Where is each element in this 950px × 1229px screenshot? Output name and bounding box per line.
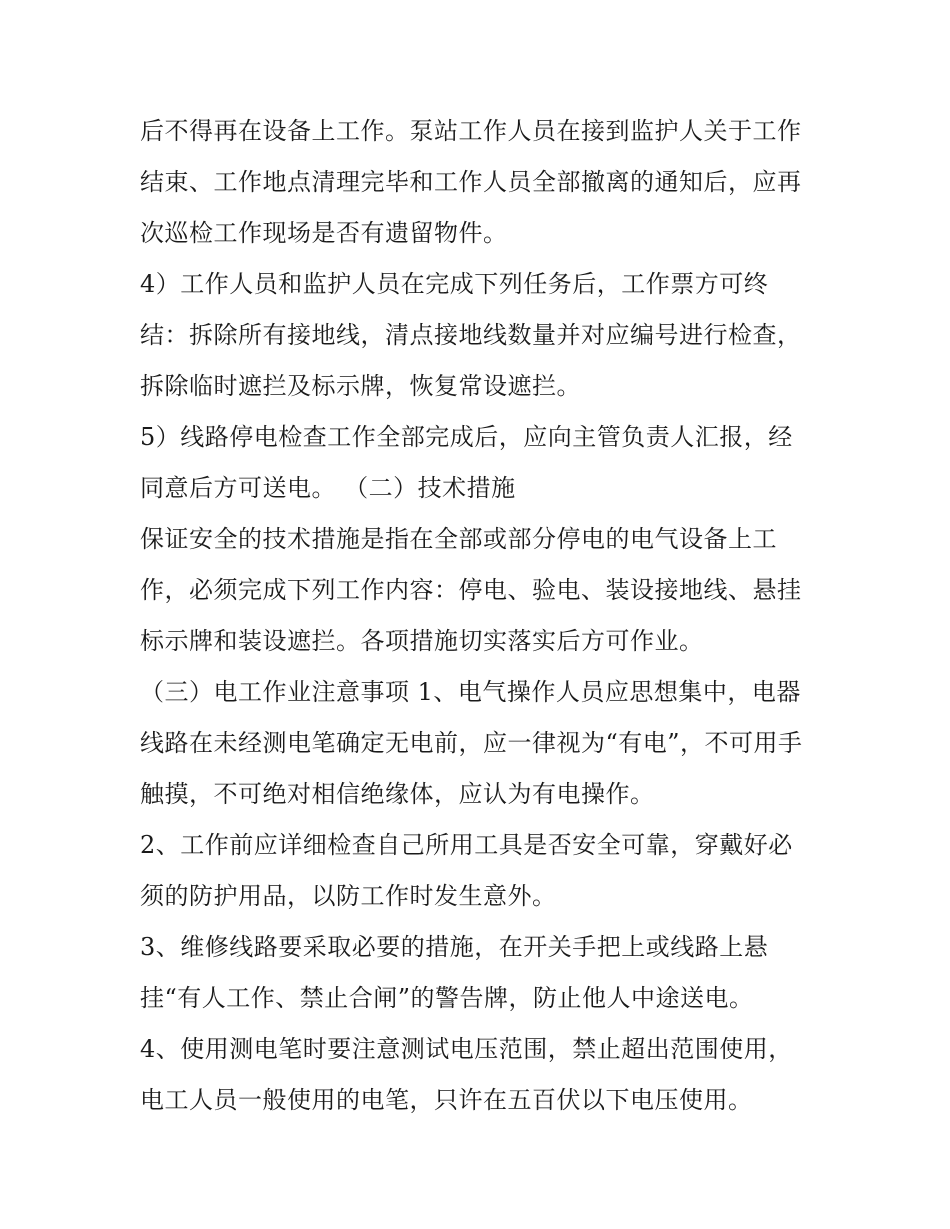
document-body <box>140 106 840 1126</box>
text-line: 4）工作人员和监护人员在完成下列任务后，工作票方可终 <box>140 270 769 298</box>
text-line: 后不得再在设备上工作。泵站工作人员在接到监护人关于工作 <box>140 117 802 145</box>
text-line: 电工人员一般使用的电笔，只许在五百伏以下电压使用。 <box>140 1086 753 1114</box>
text-line: 拆除临时遮拦及标示牌，恢复常设遮拦。 <box>140 372 581 400</box>
text-line: 4、使用测电笔时要注意测试电压范围，禁止超出范围使用， <box>140 1035 793 1063</box>
text-line: 保证安全的技术措施是指在全部或部分停电的电气设备上工 <box>140 525 777 553</box>
text-line: （三）电工作业注意事项 1、电气操作人员应思想集中，电器 <box>140 678 801 706</box>
text-line: 次巡检工作现场是否有遗留物件。 <box>140 219 508 247</box>
text-line: 结束、工作地点清理完毕和工作人员全部撤离的通知后，应再 <box>140 168 802 196</box>
text-line: 同意后方可送电。 （二）技术措施 <box>140 474 516 502</box>
text-line: 须的防护用品，以防工作时发生意外。 <box>140 882 557 910</box>
text-line: 2、工作前应详细检查自己所用工具是否安全可靠，穿戴好必 <box>140 831 793 859</box>
text-line: 挂“有人工作、禁止合闸”的警告牌，防止他人中途送电。 <box>140 984 754 1012</box>
text-line: 5）线路停电检查工作全部完成后，应向主管负责人汇报，经 <box>140 423 793 451</box>
text-line: 结：拆除所有接地线，清点接地线数量并对应编号进行检查， <box>140 321 802 349</box>
text-line: 触摸，不可绝对相信绝缘体，应认为有电操作。 <box>140 780 655 808</box>
text-line: 作，必须完成下列工作内容：停电、验电、装设接地线、悬挂 <box>140 576 802 604</box>
text-line: 标示牌和装设遮拦。各项措施切实落实后方可作业。 <box>140 627 704 655</box>
text-line: 3、维修线路要采取必要的措施，在开关手把上或线路上悬 <box>140 933 769 961</box>
text-line: 线路在未经测电笔确定无电前，应一律视为“有电”，不可用手 <box>140 729 803 757</box>
